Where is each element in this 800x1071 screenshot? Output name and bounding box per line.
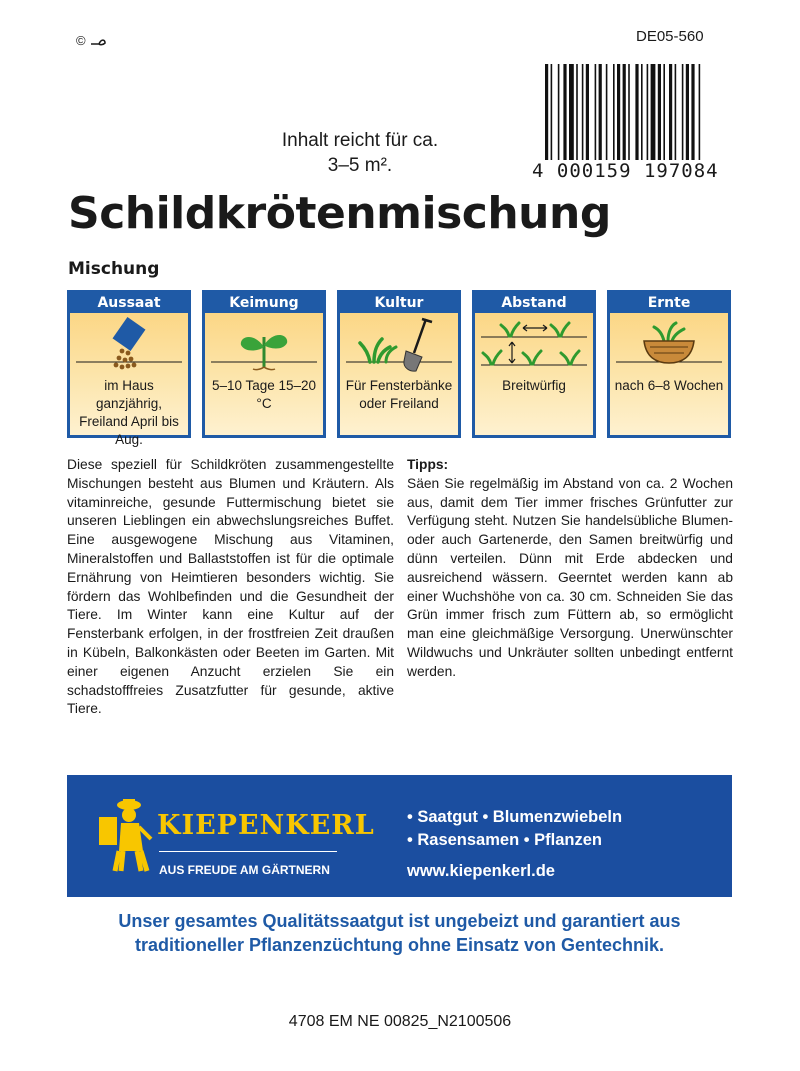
article-code: DE05-560 bbox=[636, 28, 704, 45]
product-range bbox=[407, 806, 622, 852]
kiepenkerl-mascot-icon bbox=[89, 795, 159, 875]
seed-packet-icon bbox=[70, 315, 188, 373]
brand-banner bbox=[67, 775, 732, 897]
barcode-bar bbox=[641, 64, 643, 160]
barcode-bar bbox=[675, 64, 677, 160]
divider bbox=[159, 851, 337, 852]
barcode-bar bbox=[617, 64, 620, 160]
barcode-bar bbox=[658, 64, 661, 160]
product-title: Schildkrötenmischung bbox=[68, 188, 611, 239]
barcode-bar bbox=[558, 64, 560, 160]
card-spacing bbox=[472, 290, 596, 438]
barcode-bar bbox=[647, 64, 649, 160]
tips-heading: Tipps: bbox=[407, 457, 449, 472]
barcode-bar bbox=[651, 64, 656, 160]
card-text: im Haus ganzjährig, Freiland April bis Aug. bbox=[79, 378, 179, 447]
content-note: Inhalt reicht für ca. 3–5 m². bbox=[281, 130, 439, 176]
barcode bbox=[545, 64, 727, 160]
barcode-bar bbox=[595, 64, 597, 160]
barcode-bar bbox=[686, 64, 689, 160]
copyright-mark: © bbox=[76, 33, 107, 48]
card-text: nach 6–8 Wochen bbox=[614, 378, 724, 393]
website-link[interactable]: www.kiepenkerl.de bbox=[407, 862, 555, 880]
barcode-bar bbox=[628, 64, 630, 160]
card-heading: Keimung bbox=[205, 293, 323, 313]
barcode-bar bbox=[613, 64, 615, 160]
quality-note: Unser gesamtes Qualitätssaatgut ist ungebeizt und garantiert aus traditioneller Pflanzenzüchtung ohne Einsatz von Gentechnik. bbox=[118, 911, 681, 955]
card-heading: Abstand bbox=[475, 293, 593, 313]
card-heading: Aussaat bbox=[70, 293, 188, 313]
card-sowing bbox=[67, 290, 191, 447]
barcode-bar bbox=[691, 64, 694, 160]
card-text: Breitwürfig bbox=[502, 378, 566, 393]
seedling-icon bbox=[205, 315, 323, 373]
barcode-bar bbox=[663, 64, 665, 160]
card-cultivation bbox=[337, 290, 461, 438]
harvest-bowl-icon bbox=[610, 315, 728, 373]
barcode-bar bbox=[699, 64, 701, 160]
product-subtitle: Mischung bbox=[68, 259, 160, 279]
spacing-icon bbox=[475, 315, 593, 373]
barcode-digits: 4 000159 197084 bbox=[532, 160, 719, 182]
card-heading: Kultur bbox=[340, 293, 458, 313]
barcode-bar bbox=[563, 64, 566, 160]
card-text: Für Fensterbänke oder Freiland bbox=[345, 378, 453, 411]
product-range-line: • Saatgut • Blumenzwiebeln bbox=[407, 808, 623, 826]
barcode-bar bbox=[623, 64, 626, 160]
barcode-bar bbox=[682, 64, 684, 160]
brand-slogan: AUS FREUDE AM GÄRTNERN bbox=[159, 863, 330, 877]
description-text: Diese speziell für Schildkröten zusammengestellte Mischungen besteht aus Blumen und Kräutern. Als vitaminreiche, gesunde Futtermischung bietet sie unseren Lieblingen ein abwechslungsreiches Buffet. Eine ausgewogene Mischung aus Vitaminen, Mineralstoffen und Ballaststoffen ist für die optimale Ernährung von Heimtieren besonders wichtig. Sie fördern das Wohlbefinden und die Gesundheit der Tiere. Im Winter kann eine Kultur auf der Fensterbank erfolgen, in der frostfreien Zeit draußen in Kübeln, Balkonkästen oder Beeten im Garten. Mit einer eigenen Anzucht erzielen Sie ein schadstofffreies Zusatzfutter für gesunde, aktive Tiere. bbox=[67, 457, 394, 717]
barcode-bar bbox=[599, 64, 602, 160]
barcode-bar bbox=[551, 64, 553, 160]
barcode-bar bbox=[669, 64, 672, 160]
barcode-bar bbox=[635, 64, 638, 160]
card-harvest bbox=[607, 290, 731, 438]
leaf-logo-icon bbox=[89, 37, 107, 47]
tips-section bbox=[407, 456, 733, 682]
cultivation-info-row bbox=[67, 290, 732, 447]
brand-name: KIEPENKERL bbox=[157, 810, 375, 841]
barcode-bar bbox=[569, 64, 574, 160]
barcode-bar bbox=[582, 64, 584, 160]
spade-icon bbox=[340, 315, 458, 373]
card-heading: Ernte bbox=[610, 293, 728, 313]
card-text: 5–10 Tage 15–20 °C bbox=[211, 378, 317, 411]
footer-code: 4708 EM NE 00825_N2100506 bbox=[288, 1013, 512, 1030]
product-range-line: • Rasensamen • Pflanzen bbox=[407, 831, 602, 849]
barcode-bar bbox=[545, 64, 548, 160]
barcode-bar bbox=[576, 64, 578, 160]
tips-text: Säen Sie regelmäßig im Abstand von ca. 2 Wochen aus, damit dem Tier immer frisches Grünfutter zur Verfügung steht. Nutzen Sie handelsübliche Blumen- oder auch Gartenerde, den Samen breitwürfig und dünn verteilen. Dünn mit Erde abdecken und ausreichend wässern. Geerntet werden kann ab einer Wuchshöhe von ca. 30 cm. Schneiden Sie das Grün immer frisch zum Füttern ab, so ermöglicht man eine gleichmäßige Versorgung. Unerwünschter Wildwuchs und Unkräuter sollten unbedingt entfernt werden. bbox=[407, 475, 733, 679]
barcode-bar bbox=[586, 64, 589, 160]
barcode-bar bbox=[606, 64, 608, 160]
card-germination bbox=[202, 290, 326, 438]
